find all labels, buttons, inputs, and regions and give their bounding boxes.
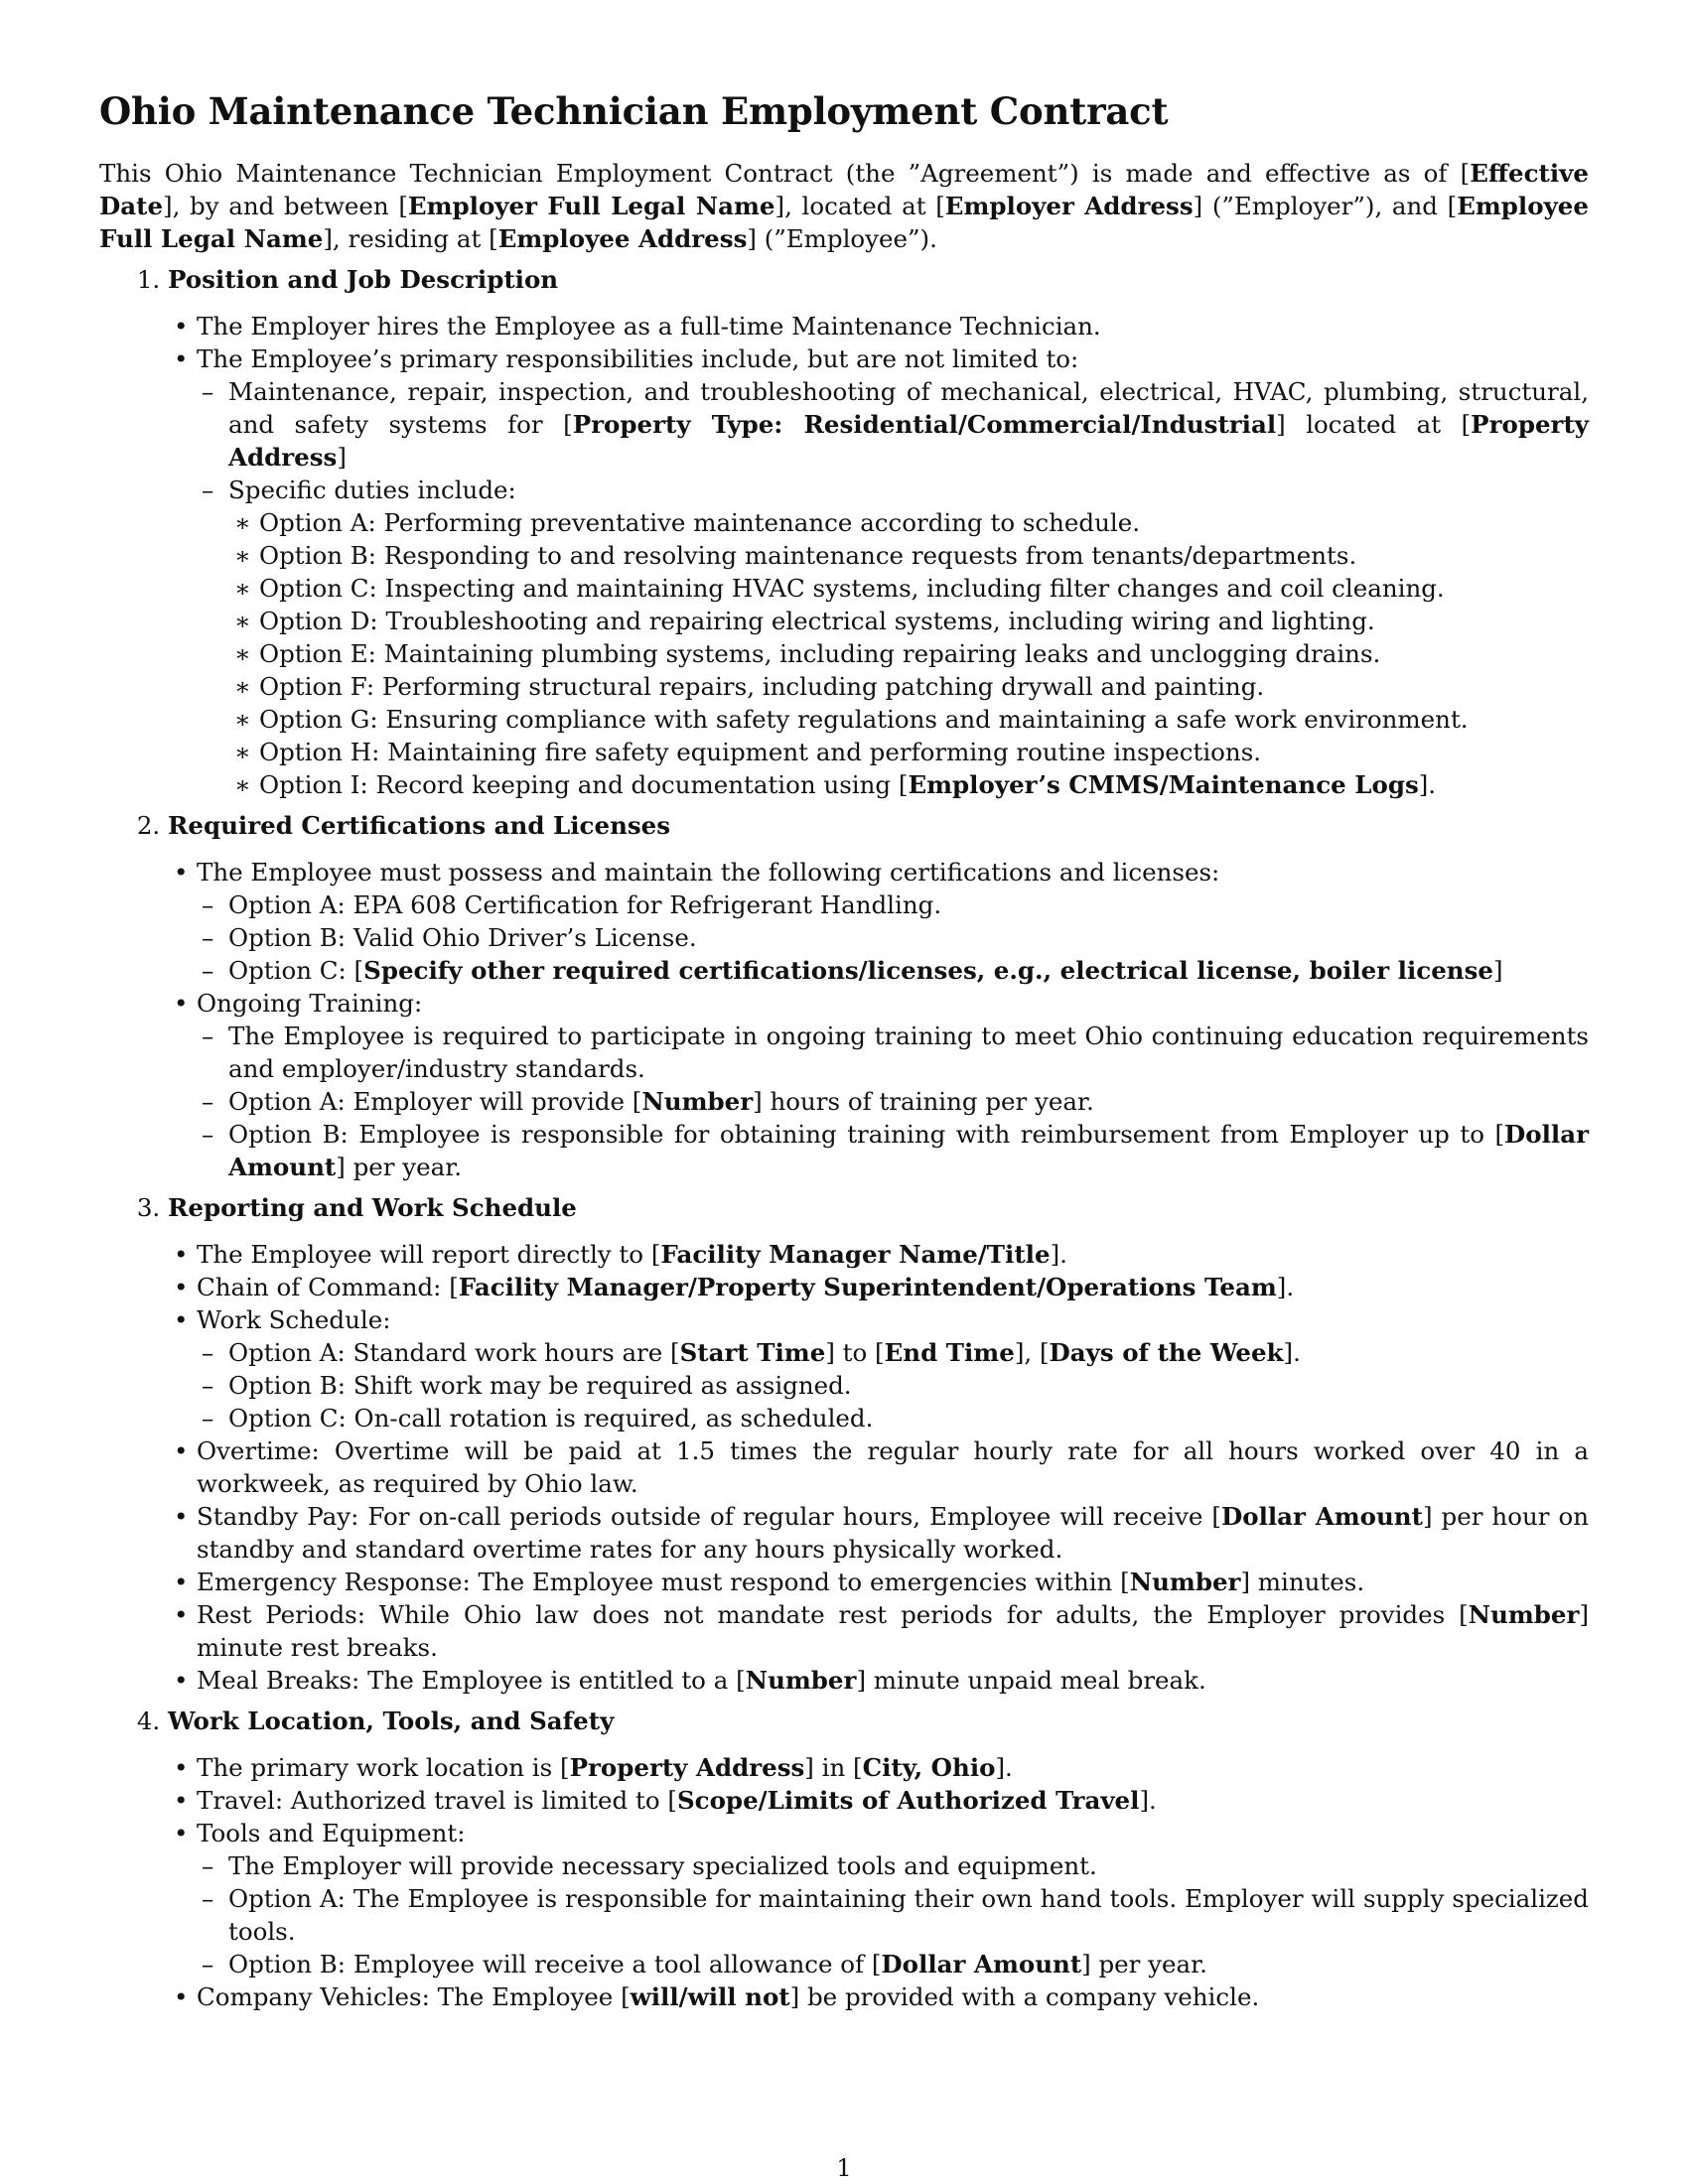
list-item: – Option A: The Employee is responsible for maintaining their own hand tools. Employer will supply specialized tools. <box>202 1884 1589 1947</box>
bullet-icon: • <box>174 344 189 374</box>
bullet-icon: • <box>174 312 189 341</box>
list-level-2 <box>197 375 1589 801</box>
list-item: ∗ Option A: Performing preventative maintenance according to schedule. <box>234 508 1141 538</box>
list-item: ∗ Option E: Maintaining plumbing systems, including repairing leaks and unclogging drains. <box>234 639 1381 669</box>
dash-icon: – <box>202 1022 214 1051</box>
placeholder-field: Facility Manager/Property Superintendent/Operations Team <box>458 1273 1277 1302</box>
list-item: – The Employee is required to participate in ongoing training to meet Ohio continuing education requirements and employer/industry standards. <box>202 1022 1589 1084</box>
bullet-icon: • <box>174 1982 189 2012</box>
list-item: – Option C: On-call rotation is required, as scheduled. <box>202 1404 874 1433</box>
placeholder-field: Employee Full Legal Name <box>99 192 1589 254</box>
bullet-icon: • <box>174 989 189 1019</box>
placeholder-field: City, Ohio <box>862 1753 996 1783</box>
asterisk-icon: ∗ <box>234 770 251 800</box>
list-item: – Option A: Standard work hours are [Start Time] to [End Time], [Days of the Week]. <box>202 1338 1301 1368</box>
list-item: – Option B: Employee will receive a tool allowance of [Dollar Amount] per year. <box>202 1950 1207 1979</box>
list-item: • Meal Breaks: The Employee is entitled to a [Number] minute unpaid meal break. <box>174 1666 1206 1696</box>
bullet-icon: • <box>174 1753 189 1783</box>
list-item: – Option B: Valid Ohio Driver’s License. <box>202 923 697 953</box>
asterisk-icon: ∗ <box>234 508 251 538</box>
asterisk-icon: ∗ <box>234 574 251 604</box>
placeholder-field: Effective Date <box>99 159 1589 221</box>
section <box>168 1705 1589 2013</box>
placeholder-field: Number <box>1129 1568 1241 1597</box>
list-item: • Standby Pay: For on-call periods outside of regular hours, Employee will receive [Dollar Amount] per hour on standby and standard overtime rates for any hours physically worked. <box>174 1502 1589 1565</box>
bullet-icon: • <box>174 1240 189 1270</box>
placeholder-field: Scope/Limits of Authorized Travel <box>676 1786 1140 1816</box>
placeholder-field: Dollar Amount <box>228 1120 1589 1182</box>
placeholder-field: Employer Address <box>944 192 1194 221</box>
page-number: 1 <box>836 2154 852 2182</box>
placeholder-field: Property Type: Residential/Commercial/Industrial <box>572 410 1277 440</box>
list-item: • Ongoing Training: – The Employee is required to participate in ongoing training to meet Ohio continuing education requirements and employer/industry standards. – Option A: Employer will provide [Number] hours of training per year. – Option B: Employee is responsible for obtaining training with reimbursement from Employer up to [Dollar Amount] per year. <box>174 989 1589 1182</box>
placeholder-field: Facility Manager Name/Title <box>660 1240 1051 1270</box>
asterisk-icon: ∗ <box>234 672 251 702</box>
dash-icon: – <box>202 1851 214 1881</box>
list-item: • Rest Periods: While Ohio law does not mandate rest periods for adults, the Employer provides [Number] minute rest breaks. <box>174 1600 1589 1663</box>
dash-icon: – <box>202 1087 214 1117</box>
list-item: • The Employee’s primary responsibilities include, but are not limited to: – Maintenance, repair, inspection, and troubleshooting of mechanical, electrical, HVAC, plumbing, structural, and safety systems for [Property Type: Residential/Commercial/Industrial] located at [Property Address] – Specific duties include: ∗ Option A: Performing preventative maintenance according to schedule. ∗ Option B: Responding to and resolving maintenance requests from tenants/departments. ∗ Option C: Inspecting and maintaining HVAC systems, including filter changes and coil cleaning. ∗ Option D: Troubleshooting and repairing electrical systems, including wiring and lighting. ∗ Option E: Maintaining plumbing systems, including repairing leaks and unclogging drains. ∗ Option F: Performing structural repairs, including patching drywall and painting. ∗ Option G: Ensuring compliance with safety regulations and maintaining a safe work environment. ∗ Option H: Maintaining fire safety equipment and performing routine inspections. ∗ Option I: Record keeping and documentation using [Employer’s CMMS/Maintenance Logs]. <box>174 344 1589 800</box>
bullet-icon: • <box>174 1666 189 1696</box>
dash-icon: – <box>202 1950 214 1979</box>
placeholder-field: Dollar Amount <box>881 1950 1082 1979</box>
dash-icon: – <box>202 377 214 407</box>
bullet-icon: • <box>174 1273 189 1302</box>
list-item: ∗ Option H: Maintaining fire safety equipment and performing routine inspections. <box>234 738 1262 767</box>
placeholder-field: Property Address <box>228 410 1589 473</box>
section <box>168 263 1589 801</box>
placeholder-field: Number <box>641 1087 754 1117</box>
asterisk-icon: ∗ <box>234 639 251 669</box>
bullet-icon: • <box>174 1819 189 1848</box>
dash-icon: – <box>202 1404 214 1433</box>
asterisk-icon: ∗ <box>234 738 251 767</box>
section-title: 3. Reporting and Work Schedule <box>168 1193 577 1223</box>
list-item: – Option B: Shift work may be required as assigned. <box>202 1371 852 1401</box>
list-item: ∗ Option B: Responding to and resolving maintenance requests from tenants/departments. <box>234 541 1357 571</box>
list-item: – Option C: [Specify other required certifications/licenses, e.g., electrical license, boiler license] <box>202 956 1503 986</box>
bullet-icon: • <box>174 1436 189 1466</box>
list-level-2 <box>197 1849 1589 1980</box>
dash-icon: – <box>202 956 214 986</box>
bullet-icon: • <box>174 1502 189 1532</box>
list-level-2 <box>197 1020 1589 1183</box>
list-item: • The primary work location is [Property Address] in [City, Ohio]. <box>174 1753 1013 1783</box>
placeholder-field: will/will not <box>630 1982 790 2012</box>
list-item: • Travel: Authorized travel is limited to [Scope/Limits of Authorized Travel]. <box>174 1786 1157 1816</box>
list-item: – Option B: Employee is responsible for obtaining training with reimbursement from Employer up to [Dollar Amount] per year. <box>202 1120 1589 1182</box>
list-item: – Specific duties include: ∗ Option A: Performing preventative maintenance according to schedule. ∗ Option B: Responding to and resolving maintenance requests from tenants/departments. ∗ Option C: Inspecting and maintaining HVAC systems, including filter changes and coil cleaning. ∗ Option D: Troubleshooting and repairing electrical systems, including wiring and lighting. ∗ Option E: Maintaining plumbing systems, including repairing leaks and unclogging drains. ∗ Option F: Performing structural repairs, including patching drywall and painting. ∗ Option G: Ensuring compliance with safety regulations and maintaining a safe work environment. ∗ Option H: Maintaining fire safety equipment and performing routine inspections. ∗ Option I: Record keeping and documentation using [Employer’s CMMS/Maintenance Logs]. <box>228 474 1589 801</box>
dash-icon: – <box>202 1338 214 1368</box>
dash-icon: – <box>202 476 214 505</box>
placeholder-field: End Time <box>884 1338 1015 1368</box>
placeholder-field: Number <box>1468 1600 1580 1630</box>
list-level-1 <box>168 1238 1589 1697</box>
list-level-1 <box>168 310 1589 801</box>
bullet-icon: • <box>174 1305 189 1335</box>
dash-icon: – <box>202 1371 214 1401</box>
dash-icon: – <box>202 1120 214 1150</box>
list-item: • Tools and Equipment: – The Employer will provide necessary specialized tools and equipment. – Option A: The Employee is responsible for maintaining their own hand tools. Employer will supply specialized tools. – Option B: Employee will receive a tool allowance of [Dollar Amount] per year. <box>174 1819 1589 1979</box>
placeholder-field: Dollar Amount <box>1220 1502 1423 1532</box>
list-level-1 <box>168 856 1589 1183</box>
list-item: • Work Schedule: – Option A: Standard work hours are [Start Time] to [End Time], [Days of the Week]. – Option B: Shift work may be required as assigned. – Option C: On-call rotation is required, as scheduled. <box>197 1303 1589 1434</box>
list-item: • The Employee will report directly to [Facility Manager Name/Title]. <box>174 1240 1067 1270</box>
asterisk-icon: ∗ <box>234 541 251 571</box>
list-level-1 <box>168 1751 1589 2013</box>
placeholder-field: Days of the Week <box>1049 1338 1284 1368</box>
list-item: • Chain of Command: [Facility Manager/Property Superintendent/Operations Team]. <box>174 1273 1295 1302</box>
placeholder-field: Employer Full Legal Name <box>407 192 775 221</box>
list-level-2 <box>197 1336 1589 1434</box>
section-title: 4. Work Location, Tools, and Safety <box>168 1706 615 1736</box>
section <box>168 809 1589 1183</box>
list-item: – The Employer will provide necessary specialized tools and equipment. <box>202 1851 1097 1881</box>
list-level-3 <box>228 506 1589 801</box>
list-item: • Overtime: Overtime will be paid at 1.5 times the regular hourly rate for all hours worked over 40 in a workweek, as required by Ohio law. <box>174 1436 1589 1499</box>
bullet-icon: • <box>174 858 189 887</box>
dash-icon: – <box>202 890 214 920</box>
list-item: ∗ Option G: Ensuring compliance with safety regulations and maintaining a safe work environment. <box>234 705 1469 735</box>
placeholder-field: Number <box>745 1666 857 1696</box>
bullet-icon: • <box>174 1600 189 1630</box>
list-item: • Company Vehicles: The Employee [will/will not] be provided with a company vehicle. <box>174 1982 1260 2012</box>
list-item: – Option A: EPA 608 Certification for Refrigerant Handling. <box>202 890 942 920</box>
asterisk-icon: ∗ <box>234 705 251 735</box>
list-item: • The Employee must possess and maintain the following certifications and licenses: – Option A: EPA 608 Certification for Refrigerant Handling. – Option B: Valid Ohio Driver’s License. – Option C: [Specify other required certifications/licenses, e.g., electrical license, boiler license] <box>197 856 1589 987</box>
list-item: ∗ Option I: Record keeping and documentation using [Employer’s CMMS/Maintenance Logs]. <box>234 770 1437 800</box>
placeholder-field: Specify other required certifications/licenses, e.g., electrical license, boiler license <box>363 956 1493 986</box>
section <box>168 1191 1589 1697</box>
list-item: – Maintenance, repair, inspection, and troubleshooting of mechanical, electrical, HVAC, plumbing, structural, and safety systems for [Property Type: Residential/Commercial/Industrial] located at [Property Address] <box>202 377 1589 473</box>
list-item: – Option A: Employer will provide [Number] hours of training per year. <box>202 1087 1094 1117</box>
dash-icon: – <box>202 1884 214 1914</box>
sections-list <box>99 263 1589 2013</box>
list-item: • The Employer hires the Employee as a full-time Maintenance Technician. <box>174 312 1101 341</box>
placeholder-field: Employee Address <box>497 224 748 254</box>
placeholder-field: Property Address <box>569 1753 805 1783</box>
bullet-icon: • <box>174 1568 189 1597</box>
intro-paragraph: This Ohio Maintenance Technician Employment Contract (the ”Agreement”) is made and effective as of [Effective Date], by and between [Employer Full Legal Name], located at [Employer Address] (”Employer”), and [Employee Full Legal Name], residing at [Employee Address] (”Employee”). <box>99 159 1589 254</box>
placeholder-field: Start Time <box>679 1338 826 1368</box>
list-level-2 <box>197 888 1589 987</box>
asterisk-icon: ∗ <box>234 607 251 636</box>
list-item: ∗ Option C: Inspecting and maintaining HVAC systems, including filter changes and coil cleaning. <box>234 574 1445 604</box>
section-title: 2. Required Certifications and Licenses <box>168 811 671 841</box>
document-title: Ohio Maintenance Technician Employment Contract <box>99 89 1169 133</box>
dash-icon: – <box>202 923 214 953</box>
bullet-icon: • <box>174 1786 189 1816</box>
list-item: ∗ Option D: Troubleshooting and repairing electrical systems, including wiring and lighting. <box>234 607 1375 636</box>
section-title: 1. Position and Job Description <box>168 265 559 295</box>
list-item: • Emergency Response: The Employee must respond to emergencies within [Number] minutes. <box>174 1568 1365 1597</box>
placeholder-field: Employer’s CMMS/Maintenance Logs <box>908 770 1419 800</box>
list-item: ∗ Option F: Performing structural repairs, including patching drywall and painting. <box>234 672 1265 702</box>
